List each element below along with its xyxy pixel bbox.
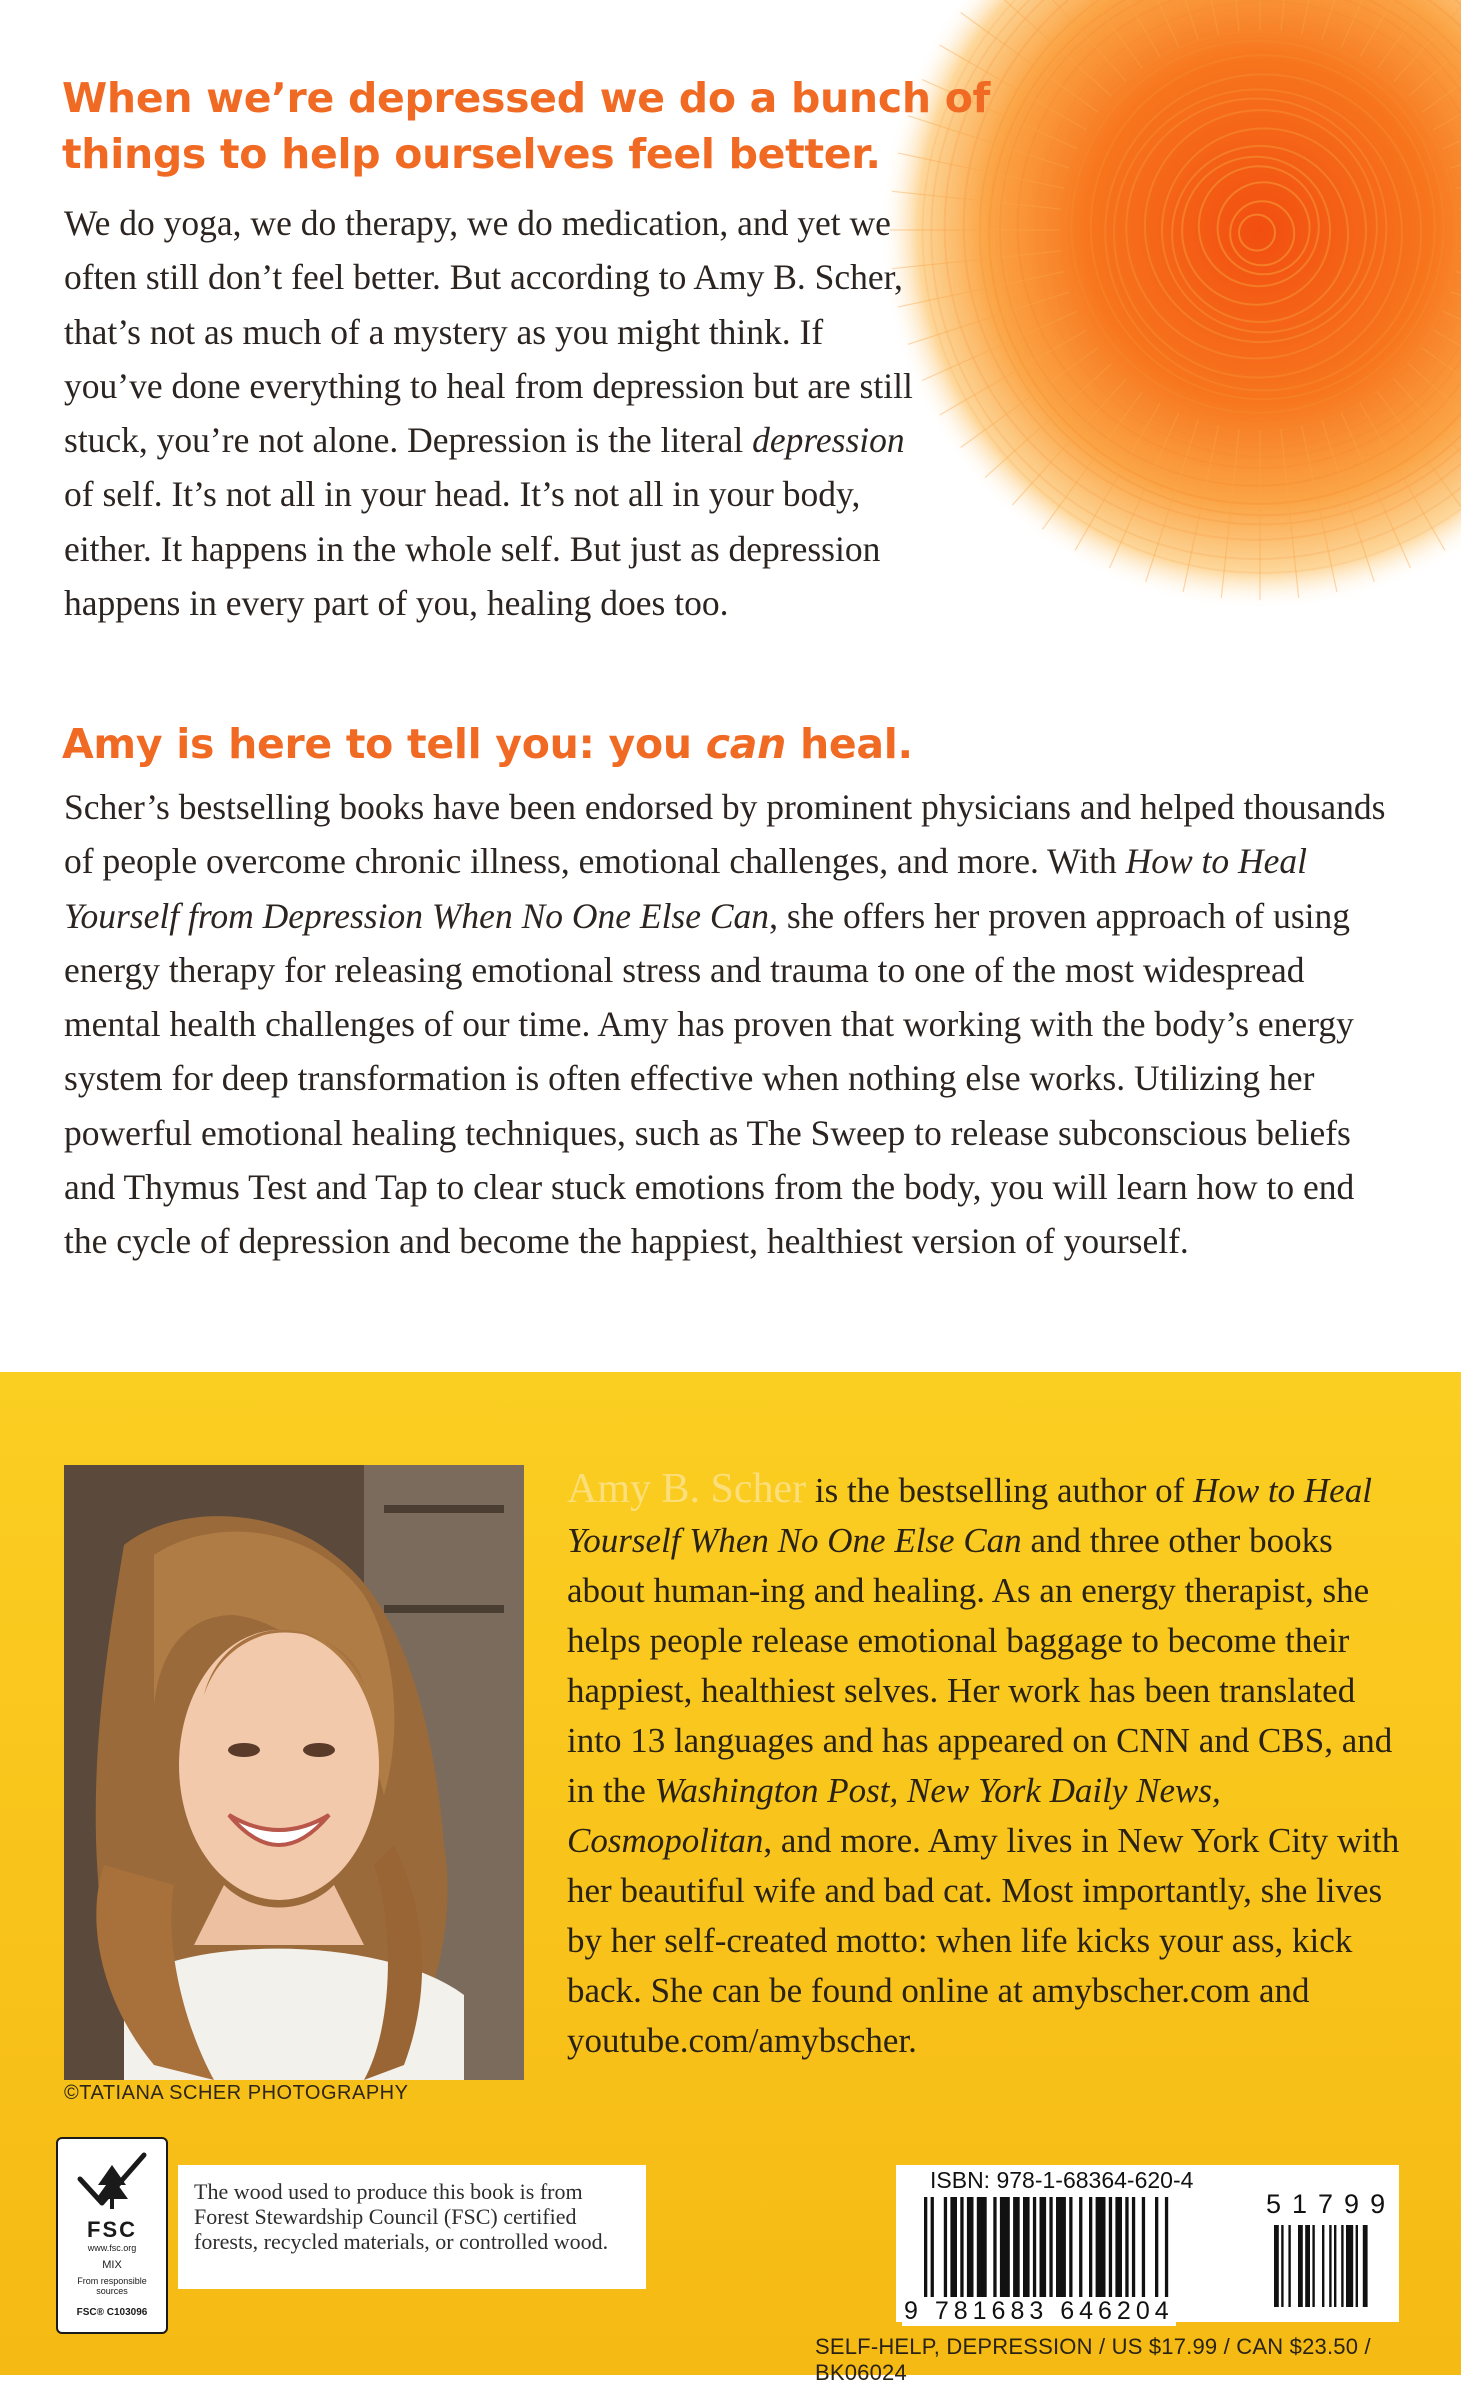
barcode-bar (1281, 2225, 1283, 2307)
barcode-bar (1079, 2197, 1082, 2301)
barcode-bar (1049, 2197, 1052, 2301)
isbn-barcode (896, 2165, 1399, 2322)
intro-paragraph (64, 196, 924, 630)
barcode-bar (1288, 2225, 1290, 2307)
barcode-bar (993, 2197, 996, 2301)
barcode-bar (1322, 2225, 1324, 2307)
photo-credit: ©TATIANA SCHER PHOTOGRAPHY (64, 2082, 408, 2105)
barcode-bars (924, 2197, 1284, 2307)
headline-line-2: things to help ourselves feel better. (62, 130, 881, 178)
barcode-bar (1341, 2225, 1343, 2307)
description-paragraph-run-1: How to Heal Yourself from Depression When No One Else Can (64, 841, 1307, 935)
barcode-bar (1096, 2197, 1106, 2301)
barcode-bar (1125, 2197, 1128, 2301)
barcode-bar (1013, 2197, 1020, 2301)
barcode-bar (1056, 2197, 1066, 2301)
author-photo (64, 1465, 524, 2080)
barcode-bar (1089, 2197, 1092, 2301)
fsc-statement: The wood used to produce this book is from Forest Stewardship Council (FSC) certified forests, recycled materials, or controlled wood. (178, 2165, 646, 2289)
barcode-bar (950, 2197, 957, 2301)
barcode-bar (1329, 2225, 1331, 2307)
fsc-website: www.fsc.org (58, 2243, 166, 2253)
barcode-bar (1363, 2225, 1368, 2307)
author-portrait-illustration (64, 1465, 524, 2080)
description-paragraph-run-2: , she offers her proven approach of using energy therapy for releasing emotional stress and trauma to one of the most widespread mental health challenges of our time. Amy has proven that working with the body’s energy system for deep transformation is often effective when nothing else works. Utilizing her powerful emotional healing techniques, such as The Sweep to release subconscious beliefs and Thymus Test and Tap to clear stuck emotions from the body, you will learn how to end the cycle of depression and become the happiest, healthiest version of yourself. (64, 896, 1354, 1262)
headline2-after: heal. (786, 720, 913, 768)
description-paragraph-run-0: Scher’s bestselling books have been endorsed by prominent physicians and helped thousands of people overcome chronic illness, emotional challenges, and more. With (64, 787, 1385, 881)
author-bio-run-2: and three other books about human-ing and healing. As an energy therapist, she helps people release emotional baggage to become their happiest, healthiest selves. Her work has been translated into 13 languages and has appeared on CNN and CBS, and in the (567, 1521, 1392, 1810)
barcode-bar (1155, 2197, 1158, 2301)
fsc-sources: From responsible sources (58, 2276, 166, 2296)
headline-you-can-heal (62, 716, 913, 772)
barcode-bar (960, 2197, 963, 2301)
author-bio-run-3: Washington Post, New York Daily News, Cosmopolitan (567, 1771, 1221, 1860)
headline2-emphasis: can (706, 720, 786, 768)
barcode-bar (1115, 2197, 1122, 2301)
barcode-bar (1000, 2197, 1010, 2301)
author-bio-run-4: , and more. Amy lives in New York City with her beautiful wife and bad cat. Most importantly, she lives by her self-created motto: when life kicks your ass, kick back. She can be found online at amybscher.com and youtube.com/amybscher. (567, 1821, 1399, 2060)
barcode-bar (1069, 2197, 1072, 2301)
headline-line-1: When we’re depressed we do a bunch of (62, 74, 990, 122)
barcode-bar (1142, 2197, 1145, 2301)
barcode-bar (1298, 2225, 1303, 2307)
barcode-bar (1305, 2225, 1310, 2307)
author-name: Amy B. Scher (567, 1466, 806, 1512)
barcode-bar (1132, 2197, 1135, 2301)
barcode-bar (931, 2197, 934, 2301)
barcode-bar (1312, 2225, 1314, 2307)
barcode-bar (1334, 2225, 1336, 2307)
barcode-bar (1023, 2197, 1030, 2301)
intro-paragraph-run-2: of self. It’s not all in your head. It’s not all in your body, either. It happens in the whole self. But just as depression happens in every part of you, healing does too. (64, 474, 880, 623)
fsc-label: FSC (58, 2217, 166, 2243)
headline-depression (62, 70, 990, 182)
barcode-bar (977, 2197, 987, 2301)
category-price-line: SELF-HELP, DEPRESSION / US $17.99 / CAN $23.50 / BK06024 (815, 2334, 1461, 2386)
author-bio-run-1: How to Heal Yourself When No One Else Can (567, 1471, 1372, 1560)
fsc-tree-check-icon (58, 2145, 166, 2215)
barcode-bar (1040, 2197, 1047, 2301)
barcode-bar (1109, 2197, 1112, 2301)
fsc-logo (56, 2137, 168, 2334)
headline2-before: Amy is here to tell you: you (62, 720, 706, 768)
barcode-bar (1165, 2197, 1168, 2301)
price-code: 51799 (1266, 2189, 1396, 2220)
author-bio-run-0: is the bestselling author of (806, 1471, 1193, 1510)
fsc-mix: MIX (58, 2259, 166, 2271)
barcode-bar (1346, 2225, 1353, 2307)
barcode-bar (1274, 2225, 1279, 2307)
intro-paragraph-run-0: We do yoga, we do therapy, we do medication, and yet we often still don’t feel better. But according to Amy B. Scher, that’s not as much of a mystery as you might think. If you’ve done everything to heal from depression but are still stuck, you’re not alone. Depression is the literal (64, 203, 913, 460)
author-bio (567, 1464, 1417, 2066)
description-paragraph (64, 780, 1404, 1269)
price-barcode-bars (1274, 2225, 1394, 2307)
barcode-bar (967, 2197, 974, 2301)
intro-paragraph-run-1: depression (752, 420, 905, 460)
barcode-bar (944, 2197, 947, 2301)
barcode-bar (924, 2197, 927, 2301)
isbn-label: ISBN: 978-1-68364-620-4 (930, 2167, 1193, 2194)
author-panel (0, 1372, 1461, 2375)
barcode-digits: 9 781683 646204 (902, 2297, 1176, 2326)
fsc-code: FSC® C103096 (58, 2307, 166, 2318)
barcode-bar (1033, 2197, 1036, 2301)
barcode-bar (1356, 2225, 1358, 2307)
